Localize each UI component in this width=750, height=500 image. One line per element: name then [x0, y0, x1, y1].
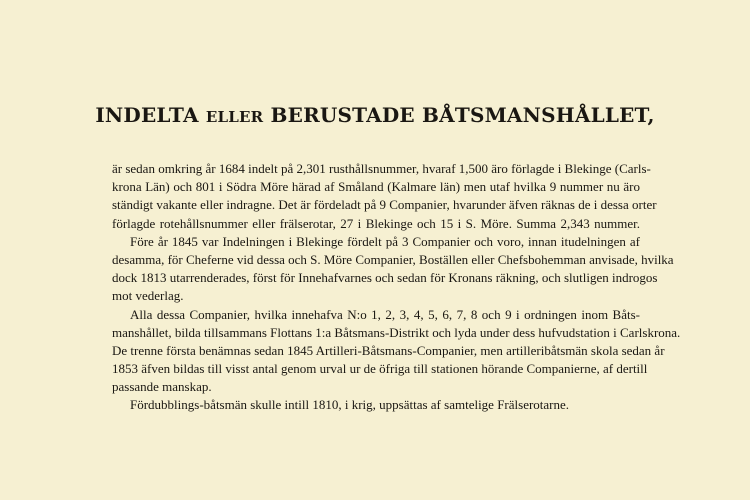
- text-line: manshållet, bilda tillsammans Flottans 1:a Båtsmans-Distrikt och lyda under dess hufvudstation i Carlskrona.: [112, 324, 681, 340]
- text-line: mot vederlag.: [112, 288, 184, 304]
- document-title: [0, 103, 750, 127]
- text-line: passande manskap.: [112, 379, 212, 395]
- text-line: De trenne första benämnas sedan 1845 Artilleri-Båtsmans-Companier, men artilleribåtsmän skola sedan år: [112, 342, 665, 358]
- text-line: Fördubblings-båtsmän skulle intill 1810, i krig, uppsättas af samtelige Frälserotarne.: [130, 397, 570, 413]
- text-line: krona Län) och 801 i Södra Möre härad af Småland (Kalmare län) men utaf hvilka 9 nummer nu äro: [112, 179, 640, 195]
- title-part-1: INDELTA: [95, 103, 199, 127]
- text-line: förlagde rotehållsnummer eller frälserotar, 27 i Blekinge och 15 i S. Möre. Summa 2,343 nummer.: [112, 215, 640, 231]
- text-line: dock 1813 utarrenderades, först för Innehafvarnes och sedan för Kronans räkning, och slutligen indrogos: [112, 270, 658, 286]
- text-line: 1853 äfven bildas till visst antal genom urval ur de öfriga till stationen hörande Companierne, af dertill: [112, 361, 648, 377]
- body-text: [112, 160, 681, 415]
- text-line: ständigt vakante eller indragne. Det är fördeladt på 9 Companier, hvarunder äfven räknas de i dessa orter: [112, 197, 657, 213]
- text-line: Alla dessa Companier, hvilka innehafva N:o 1, 2, 3, 4, 5, 6, 7, 8 och 9 i ordningen inom Båts-: [130, 306, 640, 322]
- text-line: desamma, för Cheferne vid dessa och S. Möre Companier, Boställen eller Chefsbohemman anvisade, hvilka: [112, 251, 674, 267]
- text-line: är sedan omkring år 1684 indelt på 2,301 rusthållsnummer, hvaraf 1,500 äro förlagde i Blekinge (Carls-: [112, 161, 651, 176]
- title-part-2: ELLER: [205, 108, 264, 126]
- text-line: Före år 1845 var Indelningen i Blekinge fördelt på 3 Companier och voro, innan itudelningen af: [130, 233, 640, 249]
- title-part-3: BERUSTADE BÅTSMANSHÅLLET,: [270, 103, 655, 127]
